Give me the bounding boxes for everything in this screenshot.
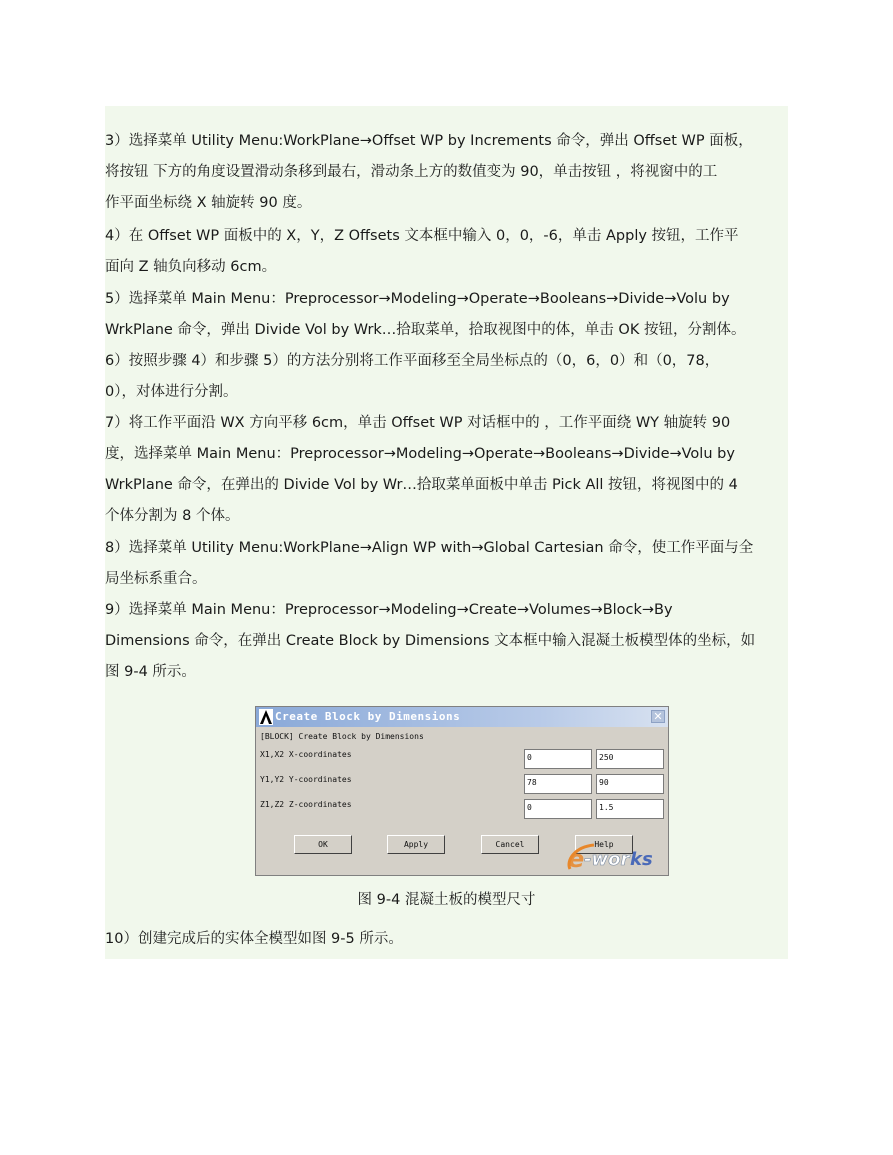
text-line: 9）选择菜单 Main Menu：Preprocessor→Modeling→Create→Volumes→Block→By <box>105 602 673 618</box>
text-line: 6）按照步骤 4）和步骤 5）的方法分别将工作平面移至全局坐标点的（0，6，0）和（0，78， <box>105 353 720 369</box>
y1-field[interactable]: 78 <box>524 774 592 794</box>
text-line: WrkPlane 命令，弹出 Divide Vol by Wrk…拾取菜单，拾取视图中的体，单击 OK 按钮，分割体。 <box>105 322 746 338</box>
x1-field[interactable]: 0 <box>524 749 592 769</box>
z2-field[interactable]: 1.5 <box>596 799 664 819</box>
text-line: Dimensions 命令，在弹出 Create Block by Dimensions 文本框中输入混凝土板模型体的坐标，如 <box>105 633 756 649</box>
svg-text:-wor: -wor <box>584 849 630 870</box>
step-3-paragraph <box>105 126 788 219</box>
figure-caption: 图 9-4 混凝土板的模型尺寸 <box>357 892 536 908</box>
step-4-paragraph <box>105 221 788 283</box>
step-10-paragraph <box>105 924 788 955</box>
ansys-logo-icon <box>259 709 273 725</box>
text-line: 4）在 Offset WP 面板中的 X，Y，Z Offsets 文本框中输入 0，0，-6，单击 Apply 按钮，工作平 <box>105 228 739 244</box>
document-content <box>105 106 788 959</box>
step-8-paragraph <box>105 533 788 595</box>
svg-text:ks: ks <box>630 849 653 870</box>
text-line: 图 9-4 所示。 <box>105 664 196 680</box>
text-line: 度，选择菜单 Main Menu：Preprocessor→Modeling→Operate→Booleans→Divide→Volu by <box>105 446 735 462</box>
ok-button[interactable]: OK <box>294 835 352 854</box>
text-line: 0），对体进行分割。 <box>105 384 238 400</box>
x-coordinates-label: X1,X2 X-coordinates <box>260 750 352 759</box>
z-coordinates-label: Z1,Z2 Z-coordinates <box>260 800 352 809</box>
text-line: 局坐标系重合。 <box>105 571 207 587</box>
close-icon[interactable]: ✕ <box>651 710 665 723</box>
dialog-title: Create Block by Dimensions <box>275 710 461 723</box>
step-9-paragraph <box>105 595 788 688</box>
y2-field[interactable]: 90 <box>596 774 664 794</box>
text-line: 作平面坐标绕 X 轴旋转 90 度。 <box>105 195 312 211</box>
e-works-watermark <box>564 839 660 873</box>
x2-field[interactable]: 250 <box>596 749 664 769</box>
text-line: 将按钮 下方的角度设置滑动条移到最右，滑动条上方的数值变为 90，单击按钮 ，将视窗中的工 <box>105 164 718 180</box>
text-line: 10）创建完成后的实体全模型如图 9-5 所示。 <box>105 931 403 947</box>
text-line: 面向 Z 轴负向移动 6cm。 <box>105 259 277 275</box>
y-coordinates-label: Y1,Y2 Y-coordinates <box>260 775 352 784</box>
apply-button[interactable]: Apply <box>387 835 445 854</box>
step-6-paragraph <box>105 346 788 408</box>
cancel-button[interactable]: Cancel <box>481 835 539 854</box>
text-line: 个体分割为 8 个体。 <box>105 508 240 524</box>
svg-text:e: e <box>568 845 585 873</box>
z1-field[interactable]: 0 <box>524 799 592 819</box>
dialog-titlebar <box>256 707 668 727</box>
text-line: 8）选择菜单 Utility Menu:WorkPlane→Align WP with→Global Cartesian 命令，使工作平面与全 <box>105 540 754 556</box>
text-line: 7）将工作平面沿 WX 方向平移 6cm，单击 Offset WP 对话框中的 ，工作平面绕 WY 轴旋转 90 <box>105 415 731 431</box>
dialog-header: [BLOCK] Create Block by Dimensions <box>260 732 424 741</box>
step-5-paragraph <box>105 284 788 346</box>
help-button[interactable]: Help <box>575 835 633 854</box>
text-line: 3）选择菜单 Utility Menu:WorkPlane→Offset WP by Increments 命令，弹出 Offset WP 面板， <box>105 133 753 149</box>
create-block-dialog <box>255 706 669 876</box>
text-line: 5）选择菜单 Main Menu：Preprocessor→Modeling→Operate→Booleans→Divide→Volu by <box>105 291 730 307</box>
step-7-paragraph <box>105 408 788 532</box>
text-line: WrkPlane 命令，在弹出的 Divide Vol by Wr…拾取菜单面板中单击 Pick All 按钮，将视图中的 4 <box>105 477 738 493</box>
